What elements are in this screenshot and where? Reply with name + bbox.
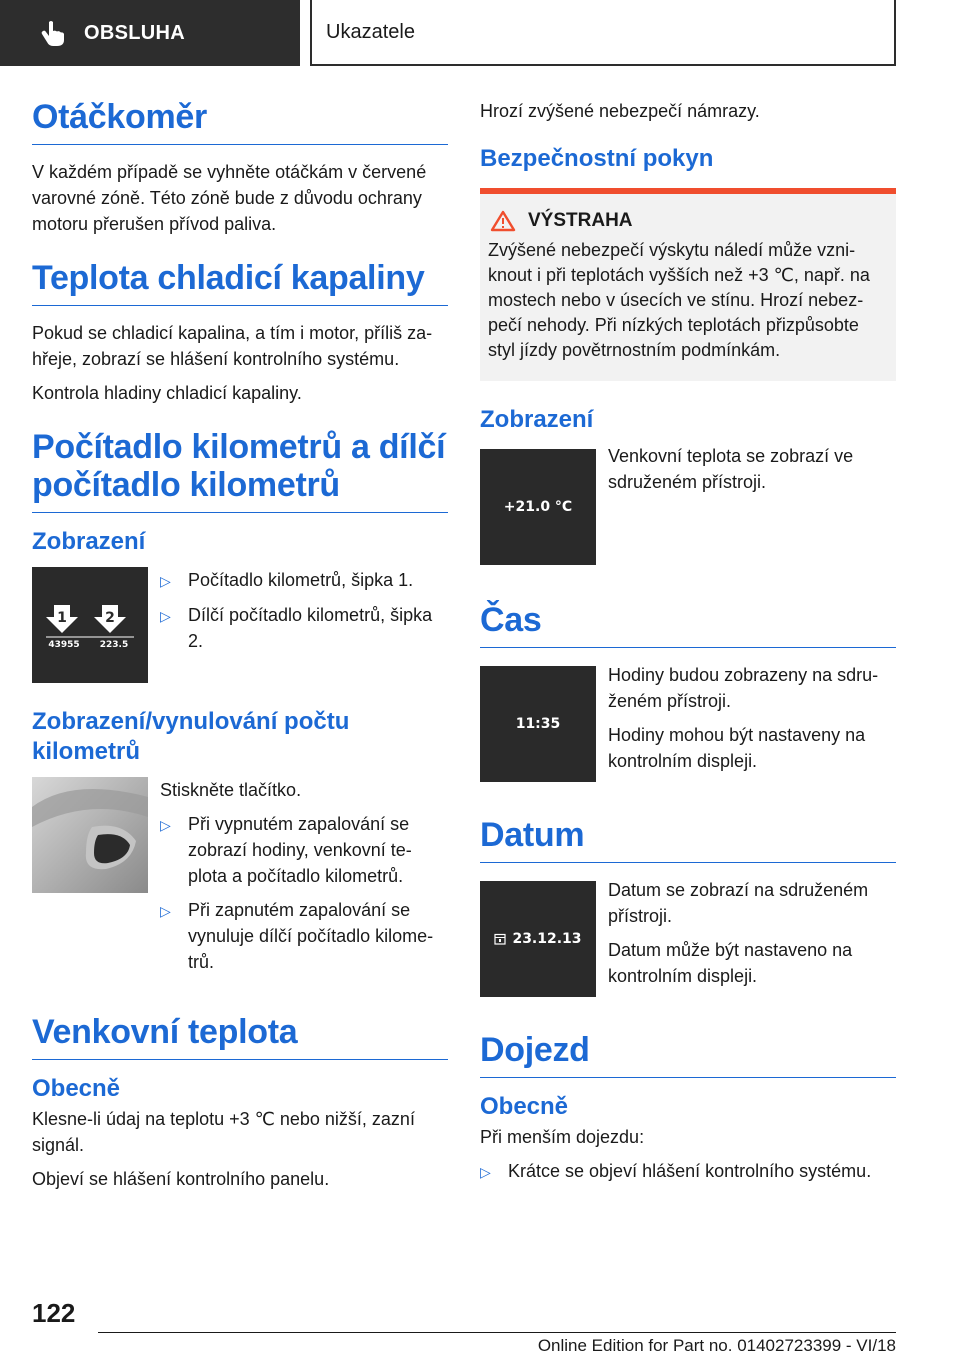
bullet-arrow-icon: ▷ xyxy=(160,608,171,624)
subheading-odometer-display: Zobrazení xyxy=(32,528,146,555)
heading-range: Dojezd xyxy=(480,1031,896,1078)
coolant-text-1: Pokud se chladicí kapalina, a tím i motor, příliš za‐hřeje, zobrazí se hlášení kontrolního systému. xyxy=(32,323,433,369)
bullet-arrow-icon: ▷ xyxy=(160,903,171,919)
time-text-2: Hodiny mohou být nastaveny na kontrolním displeji. xyxy=(608,725,866,771)
temperature-text: Venkovní teplota se zobrazí ve sdruženém přístroji. xyxy=(608,446,854,492)
header-chapter-box xyxy=(310,0,896,66)
heading-time: Čas xyxy=(480,601,896,648)
outside-text-2: Objeví se hlášení kontrolního panelu. xyxy=(32,1169,330,1189)
date-value: 23.12.13 xyxy=(512,931,582,947)
date-text-2: Datum může být nastaveno na kontrolním displeji. xyxy=(608,940,853,986)
odometer-image xyxy=(32,567,148,683)
time-value: 11:35 xyxy=(515,716,561,732)
warning-triangle-icon xyxy=(490,210,516,232)
temperature-figure xyxy=(480,446,896,565)
bullet-arrow-icon: ▷ xyxy=(480,1164,491,1180)
ice-risk-text: Hrozí zvýšené nebezpečí námrazy. xyxy=(480,101,760,121)
footer-edition: Online Edition for Part no. 01402723399 - VI/18 xyxy=(537,1336,896,1355)
date-figure xyxy=(480,881,896,997)
bullet-arrow-icon: ▷ xyxy=(160,573,171,589)
odometer-figure xyxy=(32,567,448,683)
footer-divider xyxy=(98,1332,896,1333)
date-text-1: Datum se zobrazí na sdruženém přístroji. xyxy=(608,880,869,926)
header-chapter-title: Ukazatele xyxy=(326,20,415,43)
subheading-display: Zobrazení xyxy=(480,406,594,433)
warning-box xyxy=(480,188,896,381)
hand-pointer-icon xyxy=(38,18,68,48)
outside-text-1: Klesne-li údaj na teplotu +3 ℃ nebo nižší, zazní signál. xyxy=(32,1109,415,1155)
reset-button-photo xyxy=(32,777,148,893)
odometer-total-value: 43955 xyxy=(48,640,80,650)
heading-odometer: Počítadlo kilometrů a dílčí počítadlo kilometrů xyxy=(32,428,448,513)
warning-text: Zvýšené nebezpečí výskytu náledí může vzni‐knout i při teplotách vyšších než +3 ℃, např. na mostech nebo v úsecích ve stínu. Hrozí nebez‐pečí nehody. Při nízkých teplotách přizpůsobte styl jízdy povětrnostním podmínkám. xyxy=(488,240,870,360)
calendar-icon xyxy=(494,933,506,945)
heading-rpm: Otáčkoměr xyxy=(32,98,448,145)
warning-label: VÝSTRAHA xyxy=(528,210,633,231)
bullet-arrow-icon: ▷ xyxy=(160,817,171,833)
time-figure xyxy=(480,666,896,782)
subheading-range-general: Obecně xyxy=(480,1093,569,1120)
date-display-image xyxy=(480,881,596,997)
temperature-value: +21.0 °C xyxy=(503,499,573,515)
header-section-tab xyxy=(0,0,300,66)
date-value-row xyxy=(480,931,596,947)
reset-figure xyxy=(32,777,448,983)
coolant-text-2: Kontrola hladiny chladicí kapaliny. xyxy=(32,383,302,403)
time-text-1: Hodiny budou zobrazeny na sdru‐ženém přístroji. xyxy=(608,665,879,711)
odometer-trip-value: 223.5 xyxy=(99,640,129,650)
list-item: ▷ Počítadlo kilometrů, šipka 1. xyxy=(160,567,448,594)
odometer-bullets xyxy=(160,567,448,683)
heading-coolant: Teplota chladicí kapaliny xyxy=(32,259,448,306)
arrow-number-1: 1 xyxy=(57,610,67,626)
list-item: ▷ Při vypnutém zapalování se zobrazí hodiny, venkovní te‐plota a počítadlo kilometrů. xyxy=(160,811,448,889)
subheading-outside-general: Obecně xyxy=(32,1075,121,1102)
list-item: ▷ Dílčí počítadlo kilometrů, šipka 2. xyxy=(160,602,448,654)
range-text: Při menším dojezdu: xyxy=(480,1127,645,1147)
arrow-number-2: 2 xyxy=(105,610,115,626)
left-column xyxy=(32,98,448,1200)
heading-outside-temp: Venkovní teplota xyxy=(32,1013,448,1060)
header-section-title: OBSLUHA xyxy=(84,21,185,44)
right-column xyxy=(480,98,896,1193)
rpm-text: V každém případě se vyhněte otáčkám v červené varovné zóně. Této zóně bude z důvodu ochrany motoru přerušen přívod paliva. xyxy=(32,162,427,234)
heading-date: Datum xyxy=(480,816,896,863)
odometer-arrows xyxy=(32,567,148,683)
subheading-odometer-reset: Zobrazení/vynulování počtu kilometrů xyxy=(32,708,350,765)
list-item: ▷ Při zapnutém zapalování se vynuluje dílčí počítadlo kilome‐trů. xyxy=(160,897,448,975)
subheading-safety: Bezpečnostní pokyn xyxy=(480,145,714,172)
page-number: 122 xyxy=(32,1298,76,1328)
list-item: ▷ Krátce se objeví hlášení kontrolního systému. xyxy=(480,1158,896,1185)
reset-button-image xyxy=(32,777,148,893)
reset-text: Stiskněte tlačítko. ▷ Při vypnutém zapalování se zobrazí hodiny, venkovní te‐plota a počítadlo kilometrů. ▷ Při zapnutém zapalování se vynuluje dílčí počítadlo kilome‐trů. xyxy=(160,777,448,983)
warning-header xyxy=(488,210,888,232)
temperature-display-image xyxy=(480,449,596,565)
time-display-image xyxy=(480,666,596,782)
